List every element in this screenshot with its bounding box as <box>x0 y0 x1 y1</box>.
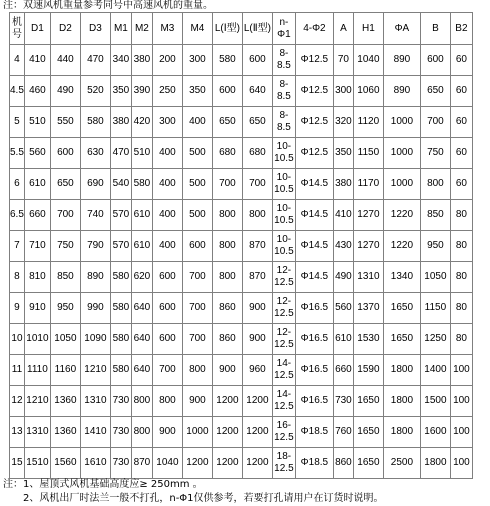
cell-d1: 410 <box>24 45 50 76</box>
cell-n-phi1: 12-12.5 <box>272 324 295 355</box>
cell-d2: 550 <box>50 107 80 138</box>
cell-d3: 690 <box>80 169 110 200</box>
cell-4-phi2: Φ12.5 <box>295 76 333 107</box>
cell-b: 850 <box>420 200 450 231</box>
cell-b2: 100 <box>450 386 472 417</box>
table-row <box>10 138 473 169</box>
cell-m2: 620 <box>131 262 152 293</box>
table-row <box>10 231 473 262</box>
cell-4-phi2: Φ14.5 <box>295 169 333 200</box>
cell-l-type1: 860 <box>212 324 242 355</box>
cell-m4: 350 <box>182 76 212 107</box>
cell-d3: 1090 <box>80 324 110 355</box>
cell-d2: 600 <box>50 138 80 169</box>
cell-m2: 610 <box>131 231 152 262</box>
cell-n-phi1: 14-12.5 <box>272 355 295 386</box>
col-header-m4: M4 <box>182 13 212 45</box>
cell-fan-no: 8 <box>10 262 25 293</box>
cell-m1: 470 <box>110 138 131 169</box>
cell-fan-no: 10 <box>10 324 25 355</box>
cell-4-phi2: Φ16.5 <box>295 324 333 355</box>
cell-d2: 850 <box>50 262 80 293</box>
cell-d3: 790 <box>80 231 110 262</box>
table-row <box>10 386 473 417</box>
cell-n-phi1: 10-10.5 <box>272 169 295 200</box>
cell-l-type1: 860 <box>212 293 242 324</box>
cell-m4: 700 <box>182 324 212 355</box>
cell-m3: 900 <box>152 417 182 448</box>
cell-m4: 500 <box>182 138 212 169</box>
cell-phi-a: 1000 <box>383 107 420 138</box>
cell-l-type1: 680 <box>212 138 242 169</box>
cell-l-type1: 600 <box>212 76 242 107</box>
col-header-m1: M1 <box>110 13 131 45</box>
cell-d2: 950 <box>50 293 80 324</box>
cell-l-type2: 680 <box>242 138 272 169</box>
cell-phi-a: 890 <box>383 45 420 76</box>
cell-m4: 700 <box>182 293 212 324</box>
cell-m2: 420 <box>131 107 152 138</box>
cell-m4: 900 <box>182 386 212 417</box>
cell-n-phi1: 8-8.5 <box>272 107 295 138</box>
cell-b: 650 <box>420 76 450 107</box>
cell-m3: 600 <box>152 324 182 355</box>
cell-h1: 1170 <box>353 169 383 200</box>
cell-l-type2: 960 <box>242 355 272 386</box>
cell-4-phi2: Φ12.5 <box>295 107 333 138</box>
cell-m2: 640 <box>131 293 152 324</box>
cell-a: 300 <box>333 76 353 107</box>
cell-h1: 1590 <box>353 355 383 386</box>
cell-m3: 250 <box>152 76 182 107</box>
cell-a: 380 <box>333 169 353 200</box>
cell-a: 430 <box>333 231 353 262</box>
cell-n-phi1: 12-12.5 <box>272 262 295 293</box>
col-header-d3: D3 <box>80 13 110 45</box>
cell-l-type2: 800 <box>242 200 272 231</box>
cell-fan-no: 6 <box>10 169 25 200</box>
col-header-fan-no: 机号 <box>10 13 25 45</box>
cell-l-type2: 870 <box>242 231 272 262</box>
cell-h1: 1370 <box>353 293 383 324</box>
cell-b2: 60 <box>450 45 472 76</box>
cell-a: 320 <box>333 107 353 138</box>
cell-4-phi2: Φ18.5 <box>295 448 333 479</box>
cell-m2: 800 <box>131 386 152 417</box>
cell-fan-no: 4.5 <box>10 76 25 107</box>
cell-b2: 60 <box>450 107 472 138</box>
cell-h1: 1120 <box>353 107 383 138</box>
cell-b2: 80 <box>450 231 472 262</box>
cell-h1: 1650 <box>353 386 383 417</box>
cell-m1: 350 <box>110 76 131 107</box>
footnotes <box>3 478 384 506</box>
cell-m3: 200 <box>152 45 182 76</box>
cell-d2: 440 <box>50 45 80 76</box>
cell-m3: 400 <box>152 200 182 231</box>
cell-b: 1800 <box>420 448 450 479</box>
col-header-l-type2: L(Ⅱ型) <box>242 13 272 45</box>
cell-l-type1: 580 <box>212 45 242 76</box>
col-header-n-phi1: n-Φ1 <box>272 13 295 45</box>
cell-4-phi2: Φ18.5 <box>295 417 333 448</box>
cell-a: 760 <box>333 417 353 448</box>
cell-phi-a: 1650 <box>383 293 420 324</box>
fan-spec-table <box>9 12 473 479</box>
cell-fan-no: 7 <box>10 231 25 262</box>
cell-b: 700 <box>420 107 450 138</box>
cell-m1: 730 <box>110 448 131 479</box>
cell-phi-a: 2500 <box>383 448 420 479</box>
cell-d1: 660 <box>24 200 50 231</box>
cell-a: 730 <box>333 386 353 417</box>
cell-h1: 1530 <box>353 324 383 355</box>
cell-m3: 600 <box>152 262 182 293</box>
cell-b: 750 <box>420 138 450 169</box>
cell-4-phi2: Φ16.5 <box>295 386 333 417</box>
footnote-1: 注：1、屋顶式风机基础高度应≥ 250mm 。 <box>3 479 203 490</box>
cell-n-phi1: 8-8.5 <box>272 45 295 76</box>
cell-n-phi1: 10-10.5 <box>272 231 295 262</box>
cell-m2: 380 <box>131 45 152 76</box>
cell-d3: 990 <box>80 293 110 324</box>
cell-fan-no: 15 <box>10 448 25 479</box>
cell-l-type1: 800 <box>212 231 242 262</box>
cell-d3: 890 <box>80 262 110 293</box>
cell-m3: 400 <box>152 231 182 262</box>
cell-m2: 580 <box>131 169 152 200</box>
cell-d1: 1010 <box>24 324 50 355</box>
cell-m1: 570 <box>110 231 131 262</box>
cell-n-phi1: 12-12.5 <box>272 293 295 324</box>
cell-l-type1: 800 <box>212 262 242 293</box>
table-row <box>10 417 473 448</box>
cell-a: 610 <box>333 324 353 355</box>
cell-m1: 340 <box>110 45 131 76</box>
cell-h1: 1150 <box>353 138 383 169</box>
cell-l-type1: 1200 <box>212 417 242 448</box>
cell-n-phi1: 8-8.5 <box>272 76 295 107</box>
cell-m2: 510 <box>131 138 152 169</box>
col-header-m3: M3 <box>152 13 182 45</box>
cell-n-phi1: 18-12.5 <box>272 448 295 479</box>
cell-d2: 1160 <box>50 355 80 386</box>
cell-l-type1: 650 <box>212 107 242 138</box>
cell-b2: 80 <box>450 200 472 231</box>
cell-m1: 380 <box>110 107 131 138</box>
cell-a: 490 <box>333 262 353 293</box>
col-header-d2: D2 <box>50 13 80 45</box>
cell-l-type1: 800 <box>212 200 242 231</box>
cell-b2: 60 <box>450 76 472 107</box>
cell-b2: 80 <box>450 324 472 355</box>
cell-d2: 1360 <box>50 386 80 417</box>
cell-l-type2: 640 <box>242 76 272 107</box>
cell-fan-no: 6.5 <box>10 200 25 231</box>
cell-d1: 1210 <box>24 386 50 417</box>
cell-b: 600 <box>420 45 450 76</box>
cell-d2: 750 <box>50 231 80 262</box>
cell-m2: 610 <box>131 200 152 231</box>
cell-l-type2: 1200 <box>242 386 272 417</box>
cell-m1: 580 <box>110 262 131 293</box>
cell-fan-no: 13 <box>10 417 25 448</box>
cell-phi-a: 1650 <box>383 324 420 355</box>
cell-a: 860 <box>333 448 353 479</box>
cell-d3: 580 <box>80 107 110 138</box>
cell-m3: 300 <box>152 107 182 138</box>
cell-4-phi2: Φ12.5 <box>295 45 333 76</box>
cell-h1: 1650 <box>353 417 383 448</box>
cell-b: 1250 <box>420 324 450 355</box>
table-row <box>10 262 473 293</box>
cell-b: 950 <box>420 231 450 262</box>
table-row <box>10 355 473 386</box>
cell-m4: 1200 <box>182 448 212 479</box>
cell-b: 1500 <box>420 386 450 417</box>
cell-b2: 60 <box>450 138 472 169</box>
cell-b2: 60 <box>450 169 472 200</box>
cell-m3: 600 <box>152 293 182 324</box>
col-header-l-type1: L(Ⅰ型) <box>212 13 242 45</box>
table-row <box>10 76 473 107</box>
cell-4-phi2: Φ16.5 <box>295 355 333 386</box>
cell-d1: 1110 <box>24 355 50 386</box>
cell-m3: 400 <box>152 138 182 169</box>
cell-d3: 520 <box>80 76 110 107</box>
cell-m2: 800 <box>131 417 152 448</box>
cell-d3: 1210 <box>80 355 110 386</box>
cell-a: 350 <box>333 138 353 169</box>
col-header-b2: B2 <box>450 13 472 45</box>
cell-m3: 700 <box>152 355 182 386</box>
cell-l-type2: 1200 <box>242 417 272 448</box>
cell-phi-a: 1000 <box>383 138 420 169</box>
table-row <box>10 324 473 355</box>
cell-m1: 540 <box>110 169 131 200</box>
cell-4-phi2: Φ14.5 <box>295 231 333 262</box>
cell-n-phi1: 16-12.5 <box>272 417 295 448</box>
cell-a: 410 <box>333 200 353 231</box>
cell-l-type1: 700 <box>212 169 242 200</box>
footnote-2: 2、风机出厂时法兰一般不打孔，n-Φ1仅供参考，若要打孔请用户在订货时说明。 <box>23 493 384 504</box>
cell-a: 560 <box>333 293 353 324</box>
cell-m3: 1040 <box>152 448 182 479</box>
cell-d1: 1310 <box>24 417 50 448</box>
cell-m2: 640 <box>131 355 152 386</box>
cell-b: 1400 <box>420 355 450 386</box>
col-header-4-phi2: 4-Φ2 <box>295 13 333 45</box>
cell-m4: 700 <box>182 262 212 293</box>
cell-m3: 800 <box>152 386 182 417</box>
cell-fan-no: 5.5 <box>10 138 25 169</box>
cell-m2: 870 <box>131 448 152 479</box>
cell-b: 1150 <box>420 293 450 324</box>
cell-m2: 640 <box>131 324 152 355</box>
cell-m3: 400 <box>152 169 182 200</box>
cell-d1: 560 <box>24 138 50 169</box>
cell-d3: 1610 <box>80 448 110 479</box>
cell-m4: 800 <box>182 355 212 386</box>
col-header-h1: H1 <box>353 13 383 45</box>
cell-d1: 610 <box>24 169 50 200</box>
top-note: 注：双速风机重量参考同号中高速风机的重量。 <box>3 0 213 11</box>
table-header-row <box>10 13 473 45</box>
table-row <box>10 169 473 200</box>
cell-d2: 650 <box>50 169 80 200</box>
table-row <box>10 107 473 138</box>
cell-d1: 910 <box>24 293 50 324</box>
cell-l-type2: 1200 <box>242 448 272 479</box>
col-header-b: B <box>420 13 450 45</box>
cell-phi-a: 1800 <box>383 386 420 417</box>
cell-4-phi2: Φ16.5 <box>295 293 333 324</box>
col-header-a: A <box>333 13 353 45</box>
cell-b: 800 <box>420 169 450 200</box>
cell-phi-a: 1800 <box>383 355 420 386</box>
cell-d1: 1510 <box>24 448 50 479</box>
cell-l-type1: 1200 <box>212 386 242 417</box>
cell-l-type2: 900 <box>242 324 272 355</box>
cell-b2: 100 <box>450 355 472 386</box>
cell-m1: 580 <box>110 293 131 324</box>
cell-fan-no: 4 <box>10 45 25 76</box>
cell-phi-a: 1800 <box>383 417 420 448</box>
cell-l-type2: 650 <box>242 107 272 138</box>
cell-h1: 1650 <box>353 448 383 479</box>
cell-fan-no: 5 <box>10 107 25 138</box>
cell-phi-a: 1000 <box>383 169 420 200</box>
cell-h1: 1060 <box>353 76 383 107</box>
table-row <box>10 45 473 76</box>
cell-phi-a: 1220 <box>383 231 420 262</box>
cell-m1: 570 <box>110 200 131 231</box>
cell-fan-no: 9 <box>10 293 25 324</box>
cell-l-type1: 1200 <box>212 448 242 479</box>
cell-l-type2: 700 <box>242 169 272 200</box>
cell-m4: 500 <box>182 169 212 200</box>
cell-d1: 710 <box>24 231 50 262</box>
cell-l-type2: 600 <box>242 45 272 76</box>
cell-m4: 600 <box>182 231 212 262</box>
cell-m4: 300 <box>182 45 212 76</box>
cell-b2: 100 <box>450 448 472 479</box>
cell-d2: 700 <box>50 200 80 231</box>
cell-d1: 510 <box>24 107 50 138</box>
cell-b2: 80 <box>450 262 472 293</box>
cell-phi-a: 890 <box>383 76 420 107</box>
cell-b2: 80 <box>450 293 472 324</box>
table-row <box>10 293 473 324</box>
cell-a: 660 <box>333 355 353 386</box>
cell-h1: 1270 <box>353 200 383 231</box>
cell-d3: 740 <box>80 200 110 231</box>
cell-m1: 730 <box>110 417 131 448</box>
cell-d1: 460 <box>24 76 50 107</box>
cell-d3: 1410 <box>80 417 110 448</box>
cell-b: 1050 <box>420 262 450 293</box>
cell-n-phi1: 10-10.5 <box>272 138 295 169</box>
cell-a: 70 <box>333 45 353 76</box>
cell-d3: 1310 <box>80 386 110 417</box>
col-header-d1: D1 <box>24 13 50 45</box>
cell-d2: 1360 <box>50 417 80 448</box>
cell-b2: 100 <box>450 417 472 448</box>
cell-d3: 630 <box>80 138 110 169</box>
cell-4-phi2: Φ12.5 <box>295 138 333 169</box>
cell-h1: 1310 <box>353 262 383 293</box>
cell-m4: 500 <box>182 200 212 231</box>
cell-m1: 730 <box>110 386 131 417</box>
cell-h1: 1270 <box>353 231 383 262</box>
col-header-phi-a: ΦA <box>383 13 420 45</box>
cell-l-type1: 900 <box>212 355 242 386</box>
cell-d2: 1560 <box>50 448 80 479</box>
cell-h1: 1040 <box>353 45 383 76</box>
cell-d2: 490 <box>50 76 80 107</box>
cell-m4: 1000 <box>182 417 212 448</box>
cell-phi-a: 1220 <box>383 200 420 231</box>
cell-l-type2: 900 <box>242 293 272 324</box>
cell-n-phi1: 10-10.5 <box>272 200 295 231</box>
cell-fan-no: 11 <box>10 355 25 386</box>
table-row <box>10 448 473 479</box>
cell-m1: 580 <box>110 324 131 355</box>
cell-d2: 1050 <box>50 324 80 355</box>
col-header-m2: M2 <box>131 13 152 45</box>
cell-fan-no: 12 <box>10 386 25 417</box>
cell-b: 1600 <box>420 417 450 448</box>
cell-m2: 390 <box>131 76 152 107</box>
cell-4-phi2: Φ14.5 <box>295 200 333 231</box>
cell-n-phi1: 14-12.5 <box>272 386 295 417</box>
cell-m4: 400 <box>182 107 212 138</box>
cell-d1: 810 <box>24 262 50 293</box>
cell-4-phi2: Φ14.5 <box>295 262 333 293</box>
cell-d3: 470 <box>80 45 110 76</box>
cell-m1: 580 <box>110 355 131 386</box>
table-row <box>10 200 473 231</box>
cell-l-type2: 870 <box>242 262 272 293</box>
cell-phi-a: 1340 <box>383 262 420 293</box>
